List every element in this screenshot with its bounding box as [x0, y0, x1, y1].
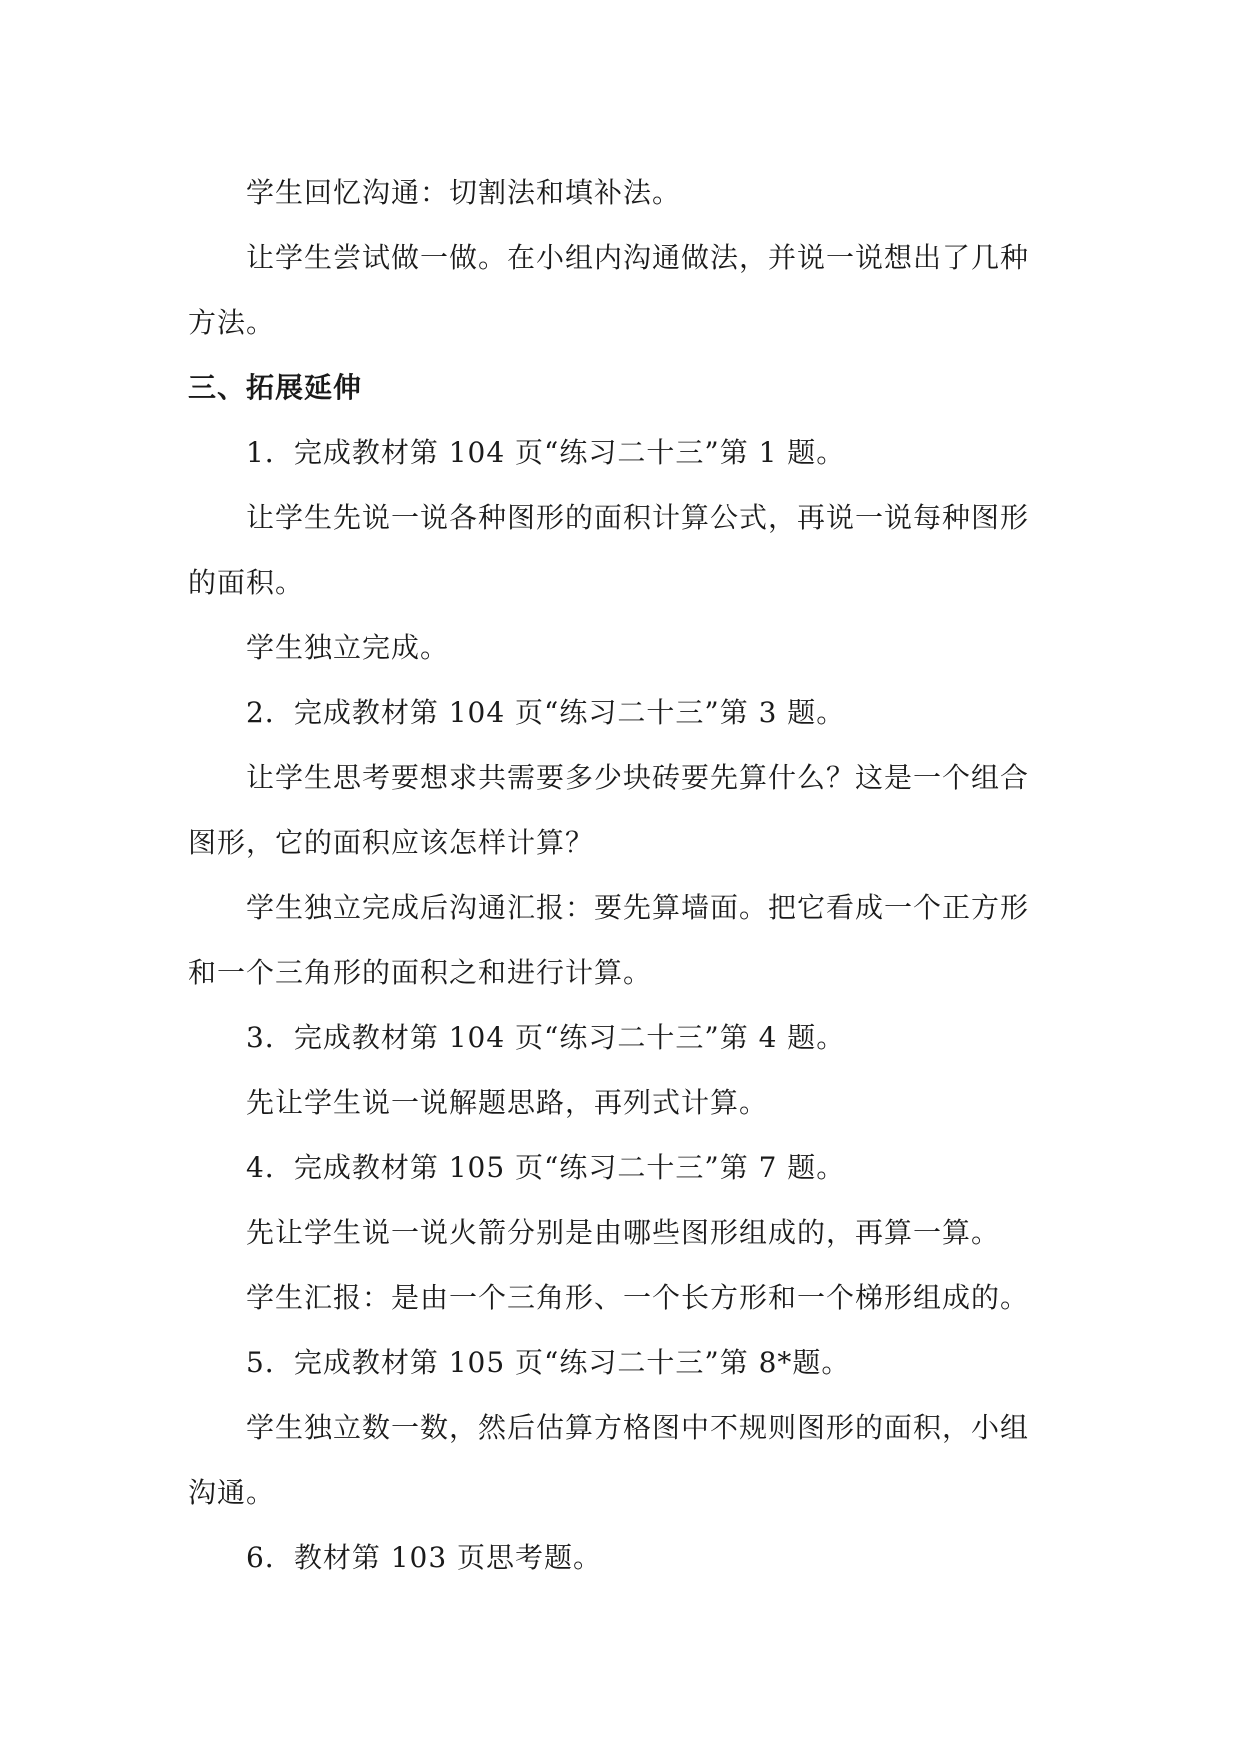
paragraph-approach: 先让学生说一说解题思路，再列式计算。: [246, 1086, 769, 1119]
paragraph-report-shapes: 学生汇报：是由一个三角形、一个长方形和一个梯形组成的。: [246, 1281, 1030, 1314]
paragraph-estimate: 学生独立数一数，然后估算方格图中不规则图形的面积，小组沟通。: [188, 1411, 1030, 1509]
paragraph-formulas: 让学生先说一说各种图形的面积计算公式，再说一说每种图形的面积。: [188, 501, 1030, 599]
exercise-item-1: 1．完成教材第 104 页“练习二十三”第 1 题。: [246, 436, 846, 469]
paragraph-recall: 学生回忆沟通：切割法和填补法。: [246, 176, 682, 209]
section-heading-extension: 三、拓展延伸: [188, 371, 363, 404]
paragraph-report-wall: 学生独立完成后沟通汇报：要先算墙面。把它看成一个正方形和一个三角形的面积之和进行计算。: [188, 891, 1030, 989]
paragraph-bricks: 让学生思考要想求共需要多少块砖要先算什么？这是一个组合图形，它的面积应该怎样计算？: [188, 761, 1030, 859]
exercise-item-2: 2．完成教材第 104 页“练习二十三”第 3 题。: [246, 696, 846, 729]
exercise-item-5: 5．完成教材第 105 页“练习二十三”第 8*题。: [246, 1346, 851, 1379]
paragraph-try: 让学生尝试做一做。在小组内沟通做法，并说一说想出了几种方法。: [188, 241, 1030, 339]
paragraph-independent: 学生独立完成。: [246, 631, 450, 664]
exercise-item-6: 6．教材第 103 页思考题。: [246, 1541, 603, 1574]
exercise-item-4: 4．完成教材第 105 页“练习二十三”第 7 题。: [246, 1151, 846, 1184]
exercise-item-3: 3．完成教材第 104 页“练习二十三”第 4 题。: [246, 1021, 846, 1054]
paragraph-rocket: 先让学生说一说火箭分别是由哪些图形组成的，再算一算。: [246, 1216, 1001, 1249]
document-body: [188, 160, 1054, 1590]
